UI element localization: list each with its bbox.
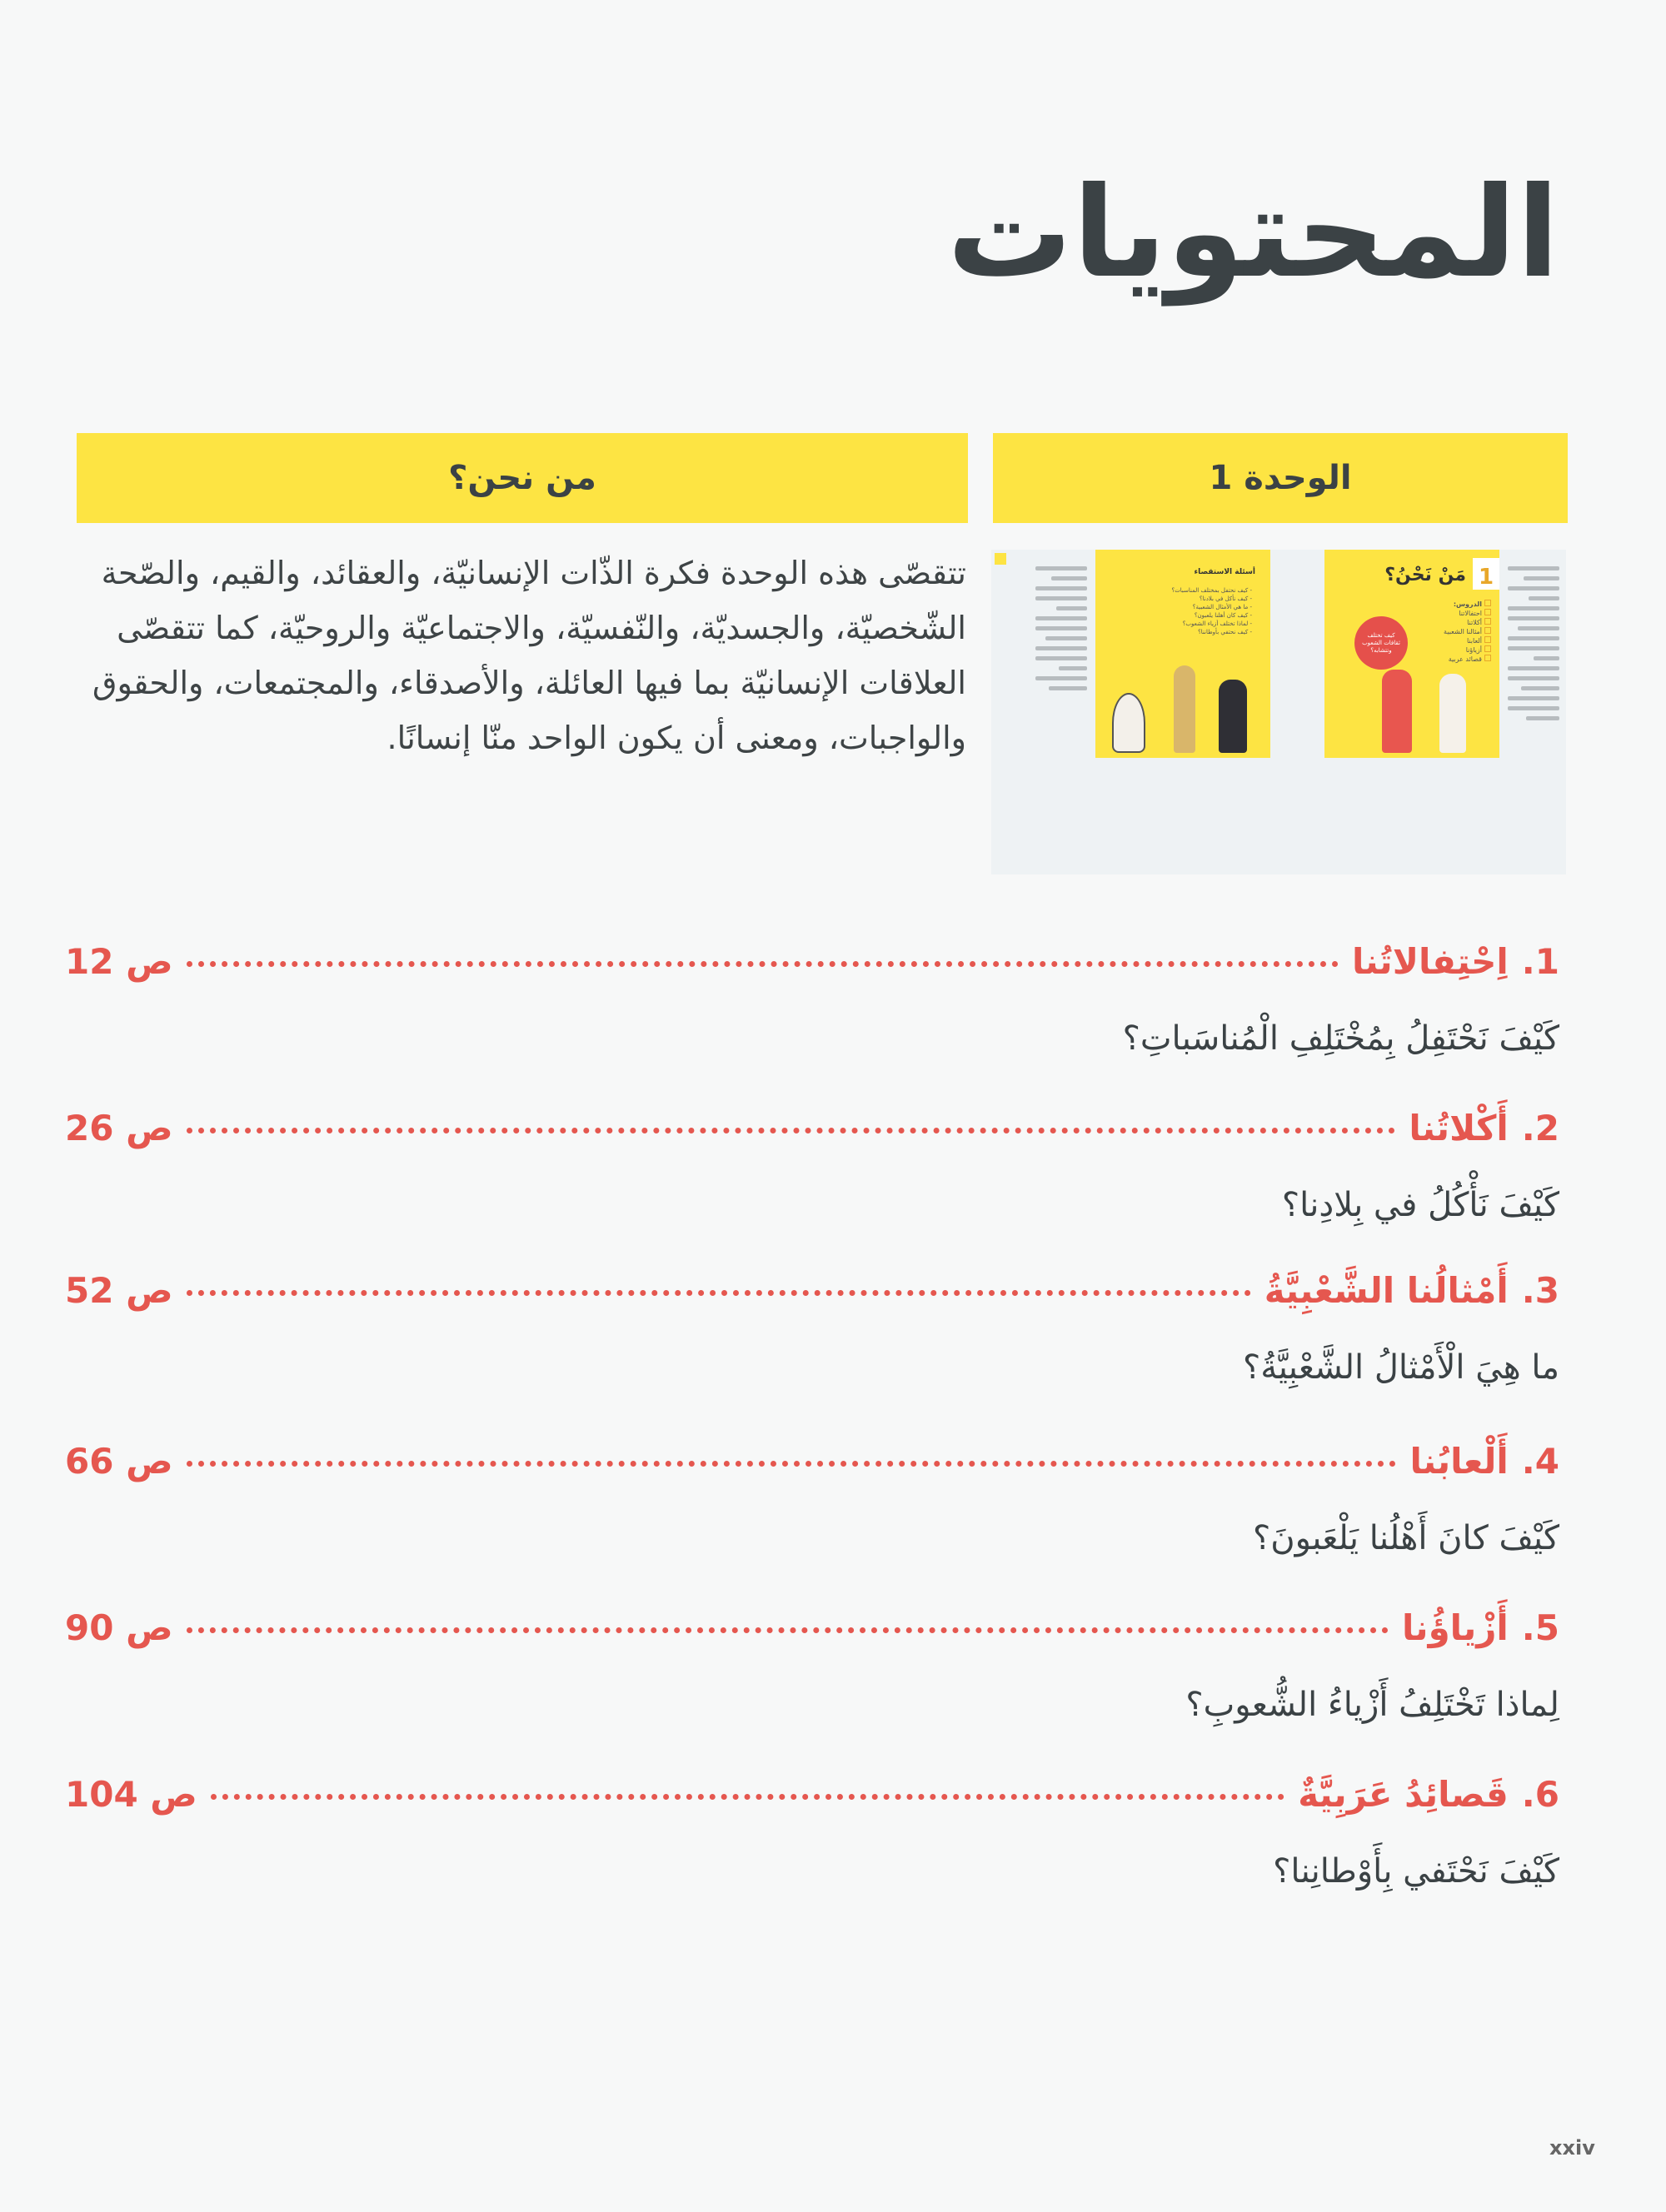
lesson-page-ref: ص 104	[65, 1774, 197, 1815]
page-title: المحتويات	[946, 161, 1559, 306]
lesson-title: قَصائِدُ عَرَبِيَّةٌ	[1298, 1774, 1509, 1815]
lesson-number: 4.	[1521, 1441, 1559, 1482]
lesson-question: كَيْفَ نَأْكُلُ في بِلادِنا؟	[1281, 1186, 1559, 1224]
thumbnail-central-question: كيف تختلف ثقافات الشعوب وتتشابه؟	[1354, 616, 1408, 670]
lesson-page-ref: ص 66	[65, 1441, 173, 1482]
lesson-question: كَيْفَ نَحْتَفِلُ بِمُخْتَلِفِ الْمُناسَباتِ؟	[1122, 1019, 1559, 1058]
lesson-number: 5.	[1521, 1607, 1559, 1648]
lesson-heading	[65, 1774, 1559, 1824]
lesson-title: اِحْتِفالاتُنا	[1352, 941, 1509, 982]
lesson-title: أَزْياؤُنا	[1402, 1607, 1509, 1648]
lesson-heading	[65, 1270, 1559, 1320]
thumbnail-corner-marker	[995, 553, 1006, 565]
dot-leader	[187, 1290, 1251, 1296]
dot-leader	[187, 1128, 1396, 1133]
child-figure-icon	[1174, 665, 1195, 753]
lesson-heading	[65, 1607, 1559, 1657]
thumbnail-title: مَنْ نَحْنُ؟	[1384, 565, 1466, 585]
thumbnail-side-notes-left	[1035, 566, 1087, 690]
page-number: xxiv	[1549, 2136, 1595, 2160]
lesson-number: 3.	[1521, 1270, 1559, 1311]
unit-label-bar	[993, 433, 1568, 523]
lesson-number: 6.	[1521, 1774, 1559, 1815]
lesson-heading	[65, 1108, 1559, 1158]
lesson-title: أَلْعابُنا	[1409, 1441, 1509, 1482]
lesson-title: أَمْثالُنا الشَّعْبِيَّةُ	[1264, 1270, 1509, 1311]
unit-title-bar	[77, 433, 968, 523]
lesson-page-ref: ص 12	[65, 941, 173, 982]
thumbnail-unit-cover	[1324, 550, 1499, 758]
lesson-title: أَكْلاتُنا	[1409, 1108, 1509, 1148]
lesson-entry[interactable]	[65, 1607, 1559, 1724]
lesson-question: كَيْفَ نَحْتَفي بِأَوْطانِنا؟	[1273, 1852, 1559, 1891]
unit-thumbnail-spread	[991, 550, 1566, 874]
lesson-number: 2.	[1521, 1108, 1559, 1148]
dot-leader	[187, 961, 1339, 967]
unit-title: من نحن؟	[448, 459, 596, 497]
lesson-question: كَيْفَ كانَ أَهْلُنا يَلْعَبونَ؟	[1253, 1519, 1559, 1557]
lesson-number: 1.	[1521, 941, 1559, 982]
thumbnail-side-notes-right	[1508, 566, 1559, 720]
thumbnail-inquiry-page	[1095, 550, 1270, 758]
dot-leader	[187, 1461, 1397, 1467]
thumbnail-lesson-list: الدروس: احتفالاتنا أكلاتنا أمثالنا الشعبية ألعابنا أزياؤنا قصائد عربية	[1444, 600, 1491, 664]
thumbnail-questions-heading: أسئلة الاستقصاء	[1194, 568, 1255, 576]
lesson-entry[interactable]	[65, 1774, 1559, 1891]
lesson-entry[interactable]	[65, 1441, 1559, 1557]
lesson-page-ref: ص 26	[65, 1108, 173, 1148]
lesson-entry[interactable]	[65, 941, 1559, 1058]
lesson-question: لِماذا تَخْتَلِفُ أَزْياءُ الشُّعوبِ؟	[1185, 1686, 1559, 1724]
wheelchair-child-figure-icon	[1112, 693, 1145, 753]
lesson-entry[interactable]	[65, 1270, 1559, 1387]
unit-label: الوحدة 1	[1209, 459, 1352, 497]
child-figure-icon	[1439, 674, 1466, 753]
lesson-page-ref: ص 90	[65, 1607, 173, 1648]
lesson-heading	[65, 941, 1559, 991]
unit-description: تتقصّى هذه الوحدة فكرة الذّات الإنسانيّة، والعقائد، والقيم، والصّحة الشّخصيّة، والجسديّة، والنّفسيّة، والاجتماعيّة والروحيّة، كما تتقصّى العلاقات الإنسانيّة بما فيها العائلة، والأصدقاء، والمجتمعات، والحقوق والواجبات، ومعنى أن يكون الواحد منّا إنسانًا.	[92, 555, 966, 756]
lesson-page-ref: ص 52	[65, 1270, 173, 1311]
child-figure-icon	[1382, 670, 1412, 753]
lesson-question: ما هِيَ الْأَمْثالُ الشَّعْبِيَّةُ؟	[1243, 1348, 1559, 1387]
dot-leader	[187, 1627, 1389, 1633]
dot-leader	[211, 1794, 1284, 1800]
lesson-heading	[65, 1441, 1559, 1491]
thumbnail-unit-number: 1	[1473, 558, 1499, 590]
lesson-entry[interactable]	[65, 1108, 1559, 1224]
child-figure-icon	[1219, 680, 1247, 753]
thumbnail-questions-list: - كيف نحتفل بمختلف المناسبات؟ - كيف نأكل في بلادنا؟ - ما هي الأمثال الشعبية؟ - كيف كان أهلنا يلعبون؟ - لماذا تختلف أزياء الشعوب؟ - كيف نحتفي بأوطاننا؟	[1171, 586, 1252, 636]
